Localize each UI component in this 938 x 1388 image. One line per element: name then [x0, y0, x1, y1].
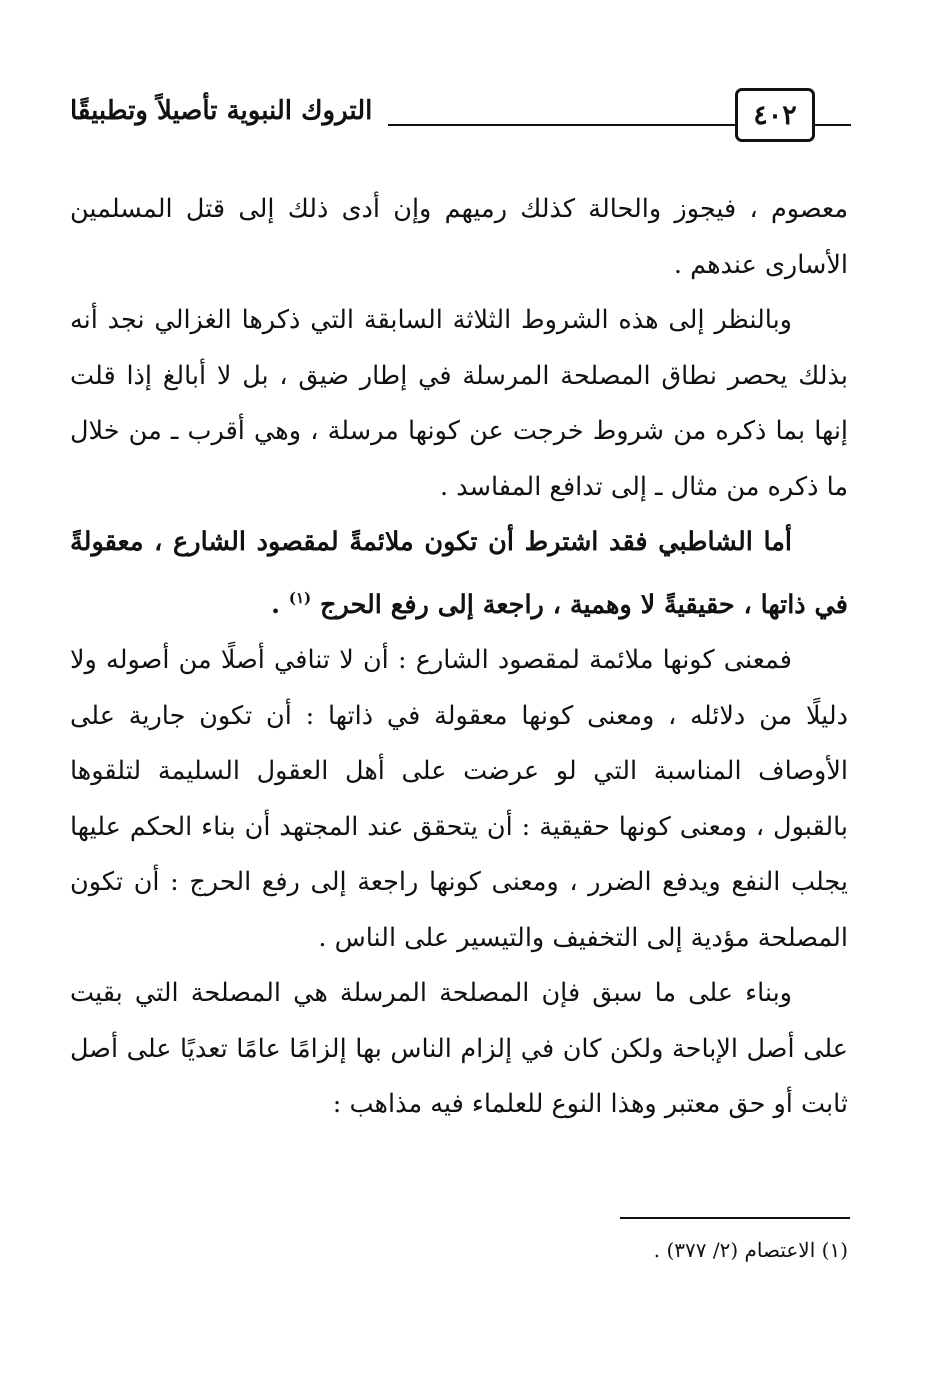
running-title: التروك النبوية تأصيلاً وتطبيقًا [70, 96, 373, 126]
paragraph-shatibi-end: . [271, 589, 289, 620]
page-number: ٤٠٢ [753, 99, 797, 131]
paragraph-shatibi [70, 515, 848, 633]
page-number-box [735, 88, 815, 142]
paragraph-continuation: معصوم ، فيجوز والحالة كذلك رميهم وإن أدى ذلك إلى قتل المسلمين الأسارى عندهم . [70, 194, 848, 280]
paragraph-conclusion: وبناء على ما سبق فإن المصلحة المرسلة هي المصلحة التي بقيت على أصل الإباحة ولكن كان في إلزام الناس بها إلزامًا عامًا تعديًا على أصل ثابت أو حق معتبر وهذا النوع للعلماء فيه مذاهب : [70, 978, 848, 1119]
footnote-reference[interactable]: (١) [288, 588, 312, 607]
footnote-separator [620, 1217, 850, 1219]
header-tick [815, 124, 851, 126]
body-text [70, 182, 848, 1133]
paragraph-ghazali: وبالنظر إلى هذه الشروط الثلاثة السابقة التي ذكرها الغزالي نجد أنه بذلك يحصر نطاق المصلحة المرسلة في إطار ضيق ، بل لا أبالغ إذا قلت إنها بما ذكره من شروط خرجت عن كونها مرسلة ، وهي أقرب ـ من خلال ما ذكره من مثال ـ إلى تدافع المفاسد . [70, 305, 848, 502]
footnote: (١) الاعتصام (٢/ ٣٧٧) . [653, 1238, 848, 1262]
page-header [70, 84, 850, 154]
paragraph-meaning: فمعنى كونها ملائمة لمقصود الشارع : أن لا تنافي أصلًا من أصوله ولا دليلًا من دلائله ، ومعنى كونها معقولة في ذاتها : أن تكون جارية على الأوصاف المناسبة التي لو عرضت على أهل العقول السليمة لتلقوها بالقبول ، ومعنى كونها حقيقية : أن يتحقق عند المجتهد أن بناء الحكم عليها يجلب النفع ويدفع الضرر ، ومعنى كونها راجعة إلى رفع الحرج : أن تكون المصلحة مؤدية إلى التخفيف والتيسير على الناس . [70, 645, 848, 953]
paragraph-shatibi-text: أما الشاطبي فقد اشترط أن تكون ملائمةً لمقصود الشارع ، معقولةً في ذاتها ، حقيقيةً لا وهمية ، راجعة إلى رفع الحرج [70, 527, 848, 620]
